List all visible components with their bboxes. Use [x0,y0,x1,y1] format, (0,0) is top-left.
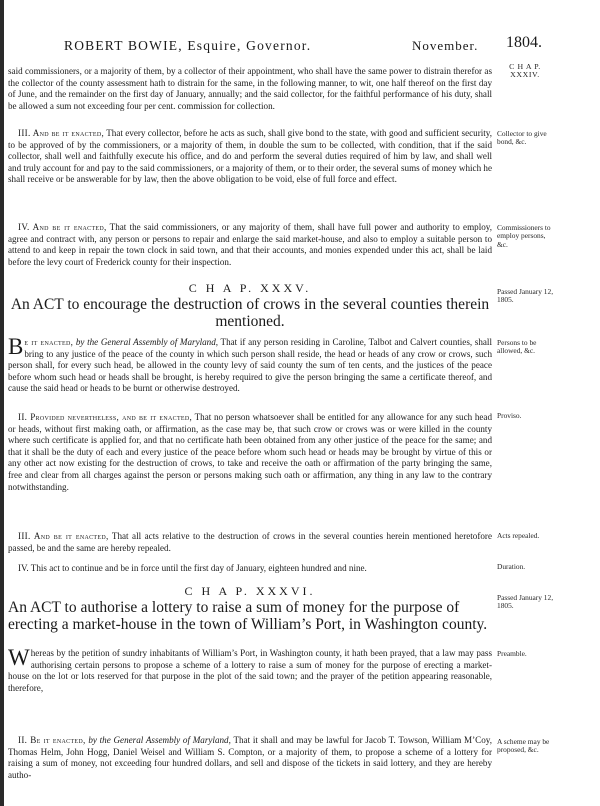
chapter-35-heading [8,283,492,330]
act-title: An ACT to authorise a lottery to raise a sum of money for the purpose of erecting a market-house in the town of William’s Port, in Washington county. [8,598,488,633]
header-month: November. [412,38,479,53]
section-text: That all acts relative to the destruction of crows in the several counties herein mentioned heretofore passed, be and the same are hereby repealed. [8,531,492,553]
drop-cap: B [8,334,24,359]
section-text: hereas by the petition of sundry inhabitants of William’s Port, in Washington county, it hath been prayed, that a law may pass authorising certain persons to propose a scheme of a lottery to raise a sum of money for the purpose of erecting a market-house on the lot or lots reserved for that purpose in the plot of the said town; and the prayer of the petition appearing reasonable, therefore, [8,648,492,693]
margin-chapter-34: C H A P. XXXIV. [509,62,541,80]
paragraph-preamble [8,645,492,694]
section-lead: IV. And be it enacted, [18,222,107,232]
margin-passed-36: Passed January 12, 1805. [497,593,554,611]
section-lead: III. And be it enacted, [18,128,105,138]
section-block-2 [8,128,492,186]
section-block-8 [8,645,492,694]
section-lead: II. Provided nevertheless, and be it enacted, [18,412,193,422]
assembly-phrase: by the General Assembly of Maryland, [88,735,231,745]
margin-collector: Collector to give bond, &c. [497,129,547,147]
section-text: That every collector, before he acts as such, shall give bond to the state, with good and sufficient security, to be approved of by the commissioners, or a majority of them, in double the sum to be collected, with condition, that if the said collector, shall well and faithfully execute his office, and do and perform the several duties required of him by law, and shall well and truly account for and pay to the said commissioners, or a majority of them, or to their order, the several sums of money which he shall receive or be answerable for by law, then the above obligation to be void, else of full force and effect. [8,128,493,185]
section-text: That if any person residing in Caroline, Talbot and Calvert counties, shall bring to any justice of the peace of the county in which such person shall reside, the head or heads of any crow or crows, such person shall, for every such head, be allowed in the county levy of said county the sum of ten cents, and the justices of the peace before whom such head or heads shall be brought, is hereby required to give the person bringing the same a certificate thereof, and cause the said head or heads to be burnt or otherwise destroyed. [8,337,492,394]
section-text: That it shall and may be lawful for Jacob T. Towson, William M’Coy, Thomas Helm, John Hogg, Daniel Weisel and William S. Compton, or a majority of them, to propose a scheme of a lottery for raising a sum of money, not exceeding four hundred dollars, and sell and dispose of the tickets in said lottery, and they are hereby autho- [8,735,493,780]
margin-commissioners: Commissioners to employ persons, &c. [497,223,551,249]
header-title: ROBERT BOWIE, Esquire, Governor. [64,38,312,53]
section-block-6 [8,531,492,554]
margin-persons: Persons to be allowed, &c. [497,338,537,356]
section-lead: e it enacted, [24,337,74,347]
assembly-phrase: by the General Assembly of Maryland, [75,337,219,347]
section-block-9 [8,735,492,781]
section-block-1 [8,66,492,112]
margin-scheme: A scheme may be proposed, &c. [497,737,550,755]
scan-edge [0,0,4,806]
paragraph-enacting [8,334,492,395]
paragraph-section-3 [8,128,492,186]
paragraph-continuation: said commissioners, or a majority of them, by a collector of their appointment, who shall have the same power to distrain therefor as the collector of the county assessment hath to distrain for the same, in the following manner, to wit, one half thereof on the first day of June, and the remainder on the first day of January, annually; and the said collector, for the faithful performance of his duty, shall be allowed a sum not exceeding four per cent. commission for collection. [8,66,492,111]
section-block-4 [8,334,492,395]
chapter-36-heading [8,586,492,633]
paragraph-proviso [8,412,492,493]
margin-duration: Duration. [497,562,526,571]
running-header [0,34,600,62]
margin-preamble: Preamble. [497,649,527,658]
paragraph-duration: IV. This act to continue and be in force until the first day of January, eighteen hundred and nine. [18,563,367,573]
paragraph-section-4 [8,222,492,268]
drop-cap: W [8,645,30,670]
margin-proviso: Proviso. [497,411,522,420]
chapter-number: C H A P. XXXV. [188,281,312,295]
margin-passed-35: Passed January 12, 1805. [497,287,554,305]
section-block-5 [8,412,492,493]
section-block-3 [8,222,492,268]
section-text: That the said commissioners, or any majority of them, shall have full power and authority to employ, agree and contract with, any person or persons to repair and enlarge the said market-house, and also to employ a suitable person to attend to and keep in repair the town clock in said town, and that their accounts, and monies expended under this act, shall be laid before the levy court of Frederick county for their inspection. [8,222,492,267]
header-year: 1804. [506,34,542,51]
section-block-7 [8,563,492,575]
margin-acts-repealed: Acts repealed. [497,531,540,540]
section-text: That no person whatsoever shall be entitled for any allowance for any such head or heads, without first making oath, or affirmation, as the case may be, that such crow or crows was or were killed in the county where such certificate is applied for, and that no certificate hath been obtained from any other justice of the peace for the same; and that it shall be the duty of each and every justice of the peace before whom such head or heads may be brought by virtue of this or any other act now existing for the destruction of crows, to take and receive the oath or affirmation of the party bringing the same, free and clear from all charges against the person or persons making such oath or affirmation, any thing in any law to the contrary notwithstanding. [8,412,492,492]
chapter-number: C H A P. XXXVI. [184,584,316,598]
paragraph-section-2 [8,735,492,781]
paragraph-repeal [8,531,492,554]
section-lead: III. And be it enacted, [18,531,109,541]
act-title: An ACT to encourage the destruction of crows in the several counties therein mentioned. [10,295,490,330]
section-lead: II. Be it enacted, [18,735,86,745]
